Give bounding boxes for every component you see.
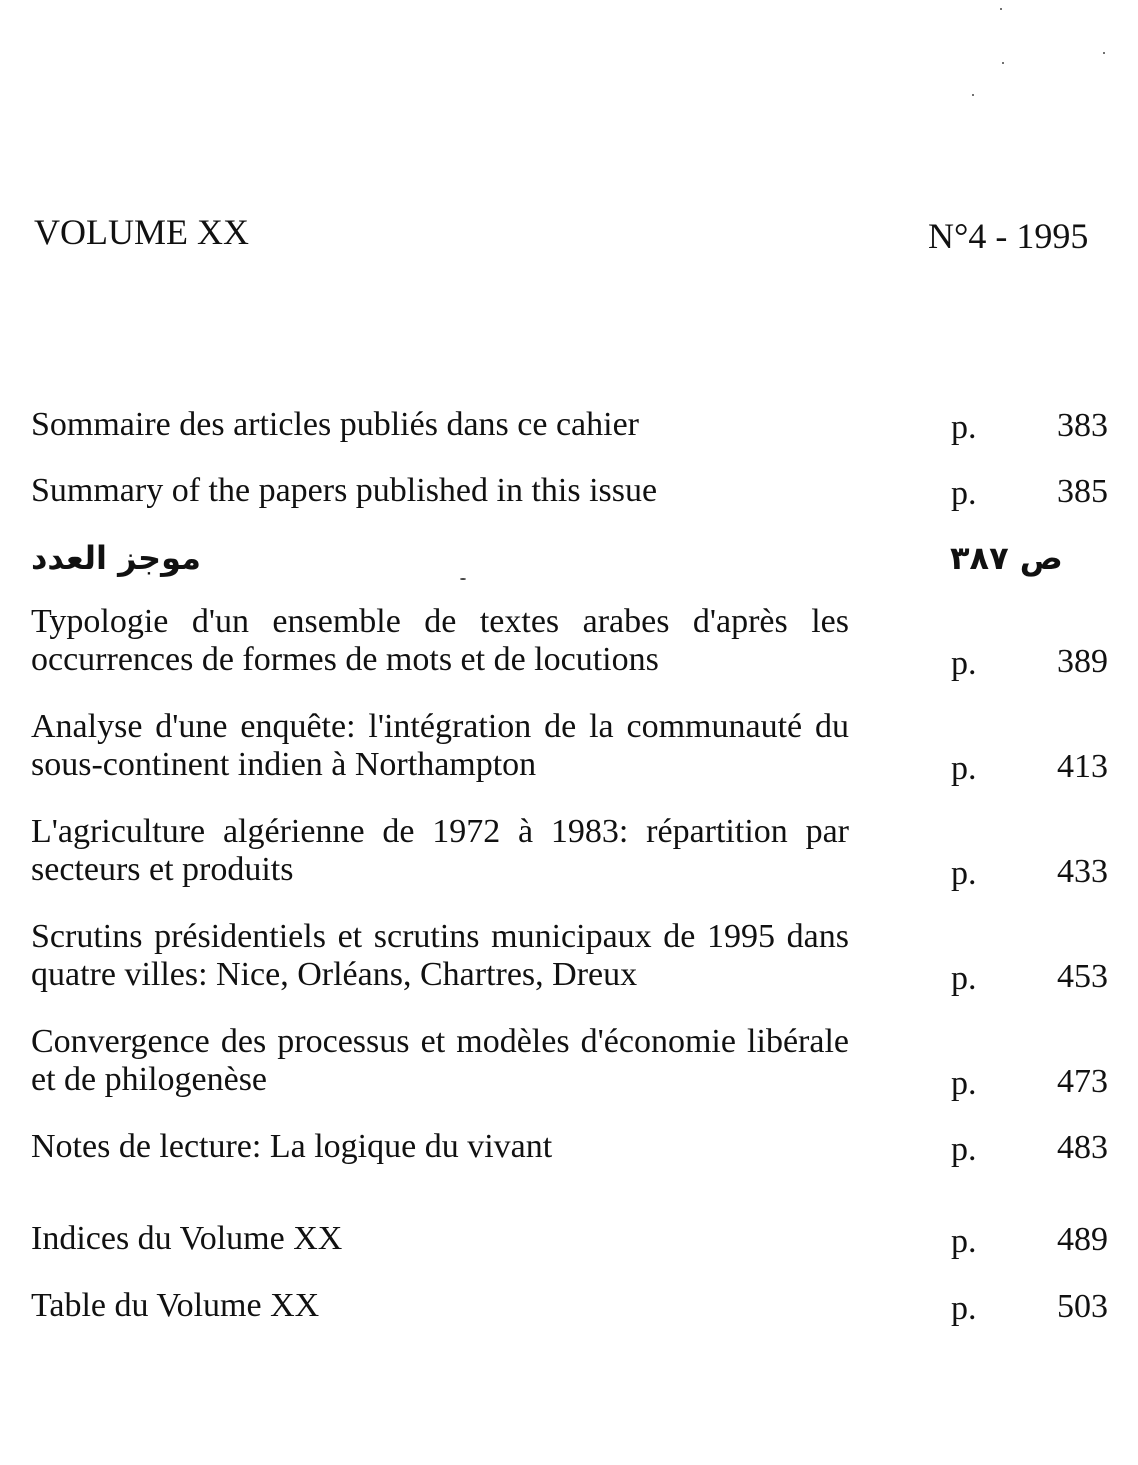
scan-speck <box>1103 52 1105 54</box>
toc-entry-p-label: p. <box>951 409 977 446</box>
toc-entry-title: Convergence des processus et modèles d'économie libérale et de philogenèse <box>31 1023 849 1098</box>
volume-label: VOLUME XX <box>34 212 249 252</box>
toc-entry-p-label: p. <box>951 960 977 997</box>
scan-speck <box>1002 62 1004 64</box>
toc-entry-p-label: p. <box>951 1131 977 1168</box>
toc-entry-title: Analyse d'une enquête: l'intégration de la communauté du sous-continent indien à Northampton <box>31 708 849 783</box>
toc-entry-page: 503 <box>1057 1288 1108 1325</box>
arabic-summary-title: موجز العدد <box>31 539 201 577</box>
toc-entry-title: L'agriculture algérienne de 1972 à 1983: répartition par secteurs et produits <box>31 813 849 888</box>
scan-speck <box>972 94 974 96</box>
toc-entry-page: 473 <box>1057 1063 1108 1100</box>
toc-entry-title: Scrutins présidentiels et scrutins municipaux de 1995 dans quatre villes: Nice, Orléans, Chartres, Dreux <box>31 918 849 993</box>
scan-speck <box>460 578 466 580</box>
toc-entry-page: 383 <box>1057 407 1108 444</box>
arabic-summary-page: ص ٣٨٧ <box>950 539 1063 577</box>
toc-entry-title: Sommaire des articles publiés dans ce cahier <box>31 406 639 443</box>
scan-speck <box>1000 8 1002 10</box>
toc-entry-title: Typologie d'un ensemble de textes arabes d'après les occurrences de formes de mots et de locutions <box>31 603 849 678</box>
toc-entry-page: 453 <box>1057 958 1108 995</box>
toc-entry-page: 483 <box>1057 1129 1108 1166</box>
toc-entry-p-label: p. <box>951 645 977 682</box>
toc-entry-p-label: p. <box>951 750 977 787</box>
toc-entry-title: Table du Volume XX <box>31 1287 320 1324</box>
issue-label: N°4 - 1995 <box>928 216 1089 256</box>
toc-entry-page: 489 <box>1057 1221 1108 1258</box>
toc-entry-p-label: p. <box>951 475 977 512</box>
toc-entry-page: 413 <box>1057 748 1108 785</box>
toc-entry-p-label: p. <box>951 1290 977 1327</box>
toc-entry-title: Summary of the papers published in this issue <box>31 472 658 509</box>
toc-entry-p-label: p. <box>951 1223 977 1260</box>
toc-entry-title: Indices du Volume XX <box>31 1220 343 1257</box>
toc-entry-p-label: p. <box>951 855 977 892</box>
toc-entry-title: Notes de lecture: La logique du vivant <box>31 1128 553 1165</box>
toc-entry-p-label: p. <box>951 1065 977 1102</box>
toc-entry-page: 389 <box>1057 643 1108 680</box>
toc-entry-page: 433 <box>1057 853 1108 890</box>
toc-entry-page: 385 <box>1057 473 1108 510</box>
